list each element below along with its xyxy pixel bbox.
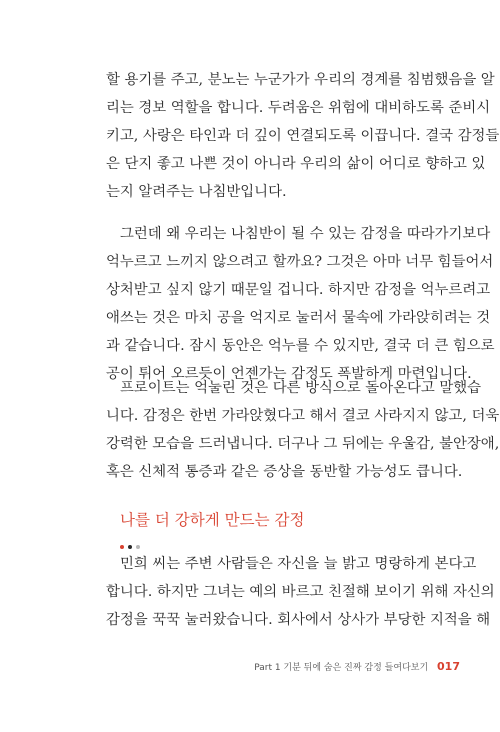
paragraph-1	[106, 66, 500, 206]
text-line: 할 용기를 주고, 분노는 누군가가 우리의 경계를 침범했음을 알	[106, 72, 495, 88]
text-line: 과 같습니다. 잠시 동안은 억누를 수 있지만, 결국 더 큰 힘으로	[106, 338, 495, 354]
text-line: 합니다. 하지만 그녀는 예의 바르고 친절해 보이기 위해 자신의	[106, 584, 495, 600]
text-line: 혹은 신체적 통증과 같은 증상을 동반할 가능성도 큽니다.	[106, 464, 463, 480]
text-line: 그런데 왜 우리는 나침반이 될 수 있는 감정을 따라가기보다	[120, 226, 491, 242]
section-heading: 나를 더 강하게 만드는 감정	[120, 511, 305, 529]
text-line: 민희 씨는 주변 사람들은 자신을 늘 밝고 명랑하게 본다고	[120, 556, 477, 572]
running-title: Part 1 기분 뒤에 숨은 진짜 감정 들여다보기	[254, 663, 429, 673]
text-line: 니다. 감정은 한번 가라앉혔다고 해서 결코 사라지지 않고, 더욱	[106, 408, 500, 424]
text-line: 감정을 꾹꾹 눌러왔습니다. 회사에서 상사가 부당한 지적을 해	[106, 612, 491, 628]
dot-icon	[136, 545, 140, 549]
text-line: 리는 경보 역할을 합니다. 두려움은 위험에 대비하도록 준비시	[106, 100, 491, 116]
text-line: 키고, 사랑은 타인과 더 깊이 연결되도록 이끕니다. 결국 감정들	[106, 128, 500, 144]
paragraph-4	[106, 550, 495, 634]
text-line: 공이 튀어 오르듯이 언젠가는 감정도 폭발하게 마련입니다.	[106, 366, 472, 382]
page-footer	[240, 660, 460, 673]
text-line: 은 단지 좋고 나쁜 것이 아니라 우리의 삶이 어디로 향하고 있	[106, 156, 486, 172]
page-number: 017	[437, 660, 460, 673]
text-line: 는지 알려주는 나침반입니다.	[106, 184, 287, 200]
text-line: 억누르고 느끼지 않으려고 할까요? 그것은 아마 너무 힘들어서	[106, 254, 494, 270]
text-line: 상처받고 싶지 않기 때문일 겁니다. 하지만 감정을 억누르려고	[106, 282, 491, 298]
text-line: 프로이트는 억눌린 것은 다른 방식으로 돌아온다고 말했습	[120, 380, 482, 396]
text-line: 강력한 모습을 드러냅니다. 더구나 그 뒤에는 우울감, 불안장애,	[106, 436, 500, 452]
text-line: 애쓰는 것은 마치 공을 억지로 눌러서 물속에 가라앉히려는 것	[106, 310, 491, 326]
dot-icon	[128, 545, 132, 549]
dot-icon	[120, 545, 124, 549]
